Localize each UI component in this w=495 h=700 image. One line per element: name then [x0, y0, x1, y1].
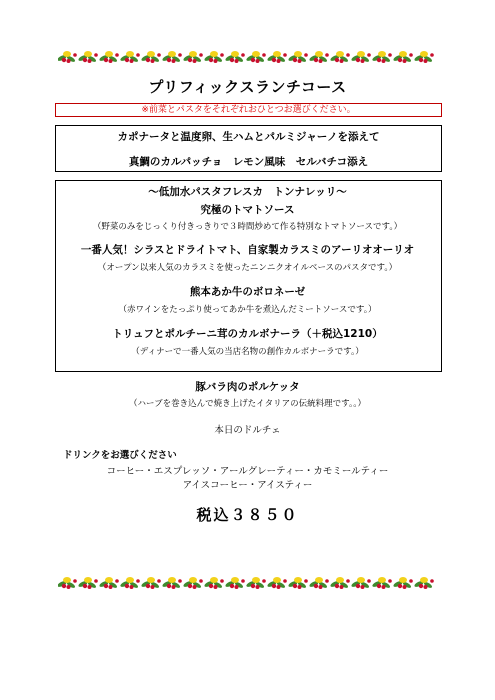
- floral-garland-top: [58, 47, 440, 65]
- pasta-4-description: （ディナーで一番人気の当店名物の創作カルボナーラです。）: [131, 347, 364, 357]
- garland-motif: [393, 577, 413, 589]
- garland-motif: [225, 51, 245, 63]
- garland-motif: [162, 51, 182, 63]
- garland-motif: [183, 51, 203, 63]
- garland-motif: [309, 577, 329, 589]
- garland-motif: [267, 577, 287, 589]
- garland-motif: [288, 577, 308, 589]
- appetizer-option-1: カポナータと温度卵、生ハムとパルミジャーノを添えて: [117, 131, 380, 143]
- garland-motif: [414, 51, 434, 63]
- course-title: プリフィックスランチコース: [148, 78, 347, 96]
- garland-motif: [330, 577, 350, 589]
- course-price: 税込３８５０: [196, 506, 299, 524]
- garland-motif: [141, 577, 161, 589]
- pasta-2-description: （オープン以来人気のカラスミを使ったニンニクオイルベースのパスタです。）: [97, 263, 398, 273]
- drink-options-line-1: コーヒー・エスプレッソ・アールグレーティー・カモミールティー: [106, 466, 389, 477]
- garland-motif: [246, 51, 266, 63]
- garland-motif: [78, 51, 98, 63]
- pasta-3-description: （赤ワインをたっぷり使ってあか牛を煮込んだミートソースです。）: [118, 305, 377, 315]
- garland-motif: [204, 577, 224, 589]
- garland-motif: [393, 51, 413, 63]
- garland-motif: [78, 577, 98, 589]
- drink-heading: ドリンクをお選びください: [63, 450, 177, 461]
- garland-motif: [99, 51, 119, 63]
- garland-motif: [372, 577, 392, 589]
- pasta-1-description: （野菜のみをじっくり付きっきりで３時間炒めて作る特別なトマトソースです。）: [92, 222, 403, 232]
- pasta-3-name: 熊本あか牛のボロネーゼ: [189, 286, 306, 298]
- floral-garland-bottom: [58, 573, 440, 591]
- pasta-heading: ～低加水パスタフレスカ トンナレッリ～: [148, 186, 347, 198]
- garland-motif: [120, 577, 140, 589]
- main-dish-description: （ハーブを巻き込んで焼き上げたイタリアの伝統料理です。。）: [129, 399, 366, 409]
- garland-motif: [204, 51, 224, 63]
- garland-motif: [330, 51, 350, 63]
- garland-motif: [372, 51, 392, 63]
- garland-motif: [309, 51, 329, 63]
- pasta-4-name: トリュフとポルチーニ茸のカルボナーラ（＋税込1210）: [112, 328, 383, 340]
- appetizer-option-2: 真鯛のカルパッチョ レモン風味 セルバチコ添え: [128, 156, 369, 168]
- garland-motif: [288, 51, 308, 63]
- garland-motif: [225, 577, 245, 589]
- garland-motif: [99, 577, 119, 589]
- main-dish-name: 豚バラ肉のポルケッタ: [195, 381, 300, 393]
- garland-motif: [351, 51, 371, 63]
- garland-motif: [267, 51, 287, 63]
- garland-motif: [58, 577, 77, 589]
- pasta-2-name: 一番人気！シラスとドライトマト、自家製カラスミのアーリオオーリオ: [80, 244, 415, 256]
- garland-motif: [120, 51, 140, 63]
- garland-motif: [141, 51, 161, 63]
- garland-motif: [162, 577, 182, 589]
- garland-motif: [183, 577, 203, 589]
- garland-motif: [58, 51, 77, 63]
- drink-options-line-2: アイスコーヒー・アイスティー: [182, 480, 313, 491]
- selection-notice: ※前菜とパスタをそれぞれおひとつお選びください。: [55, 103, 442, 117]
- appetizer-box: [55, 125, 442, 172]
- garland-motif: [351, 577, 371, 589]
- pasta-1-name: 究極のトマトソース: [200, 204, 295, 216]
- garland-motif: [246, 577, 266, 589]
- dessert: 本日のドルチェ: [214, 425, 281, 436]
- garland-motif: [414, 577, 434, 589]
